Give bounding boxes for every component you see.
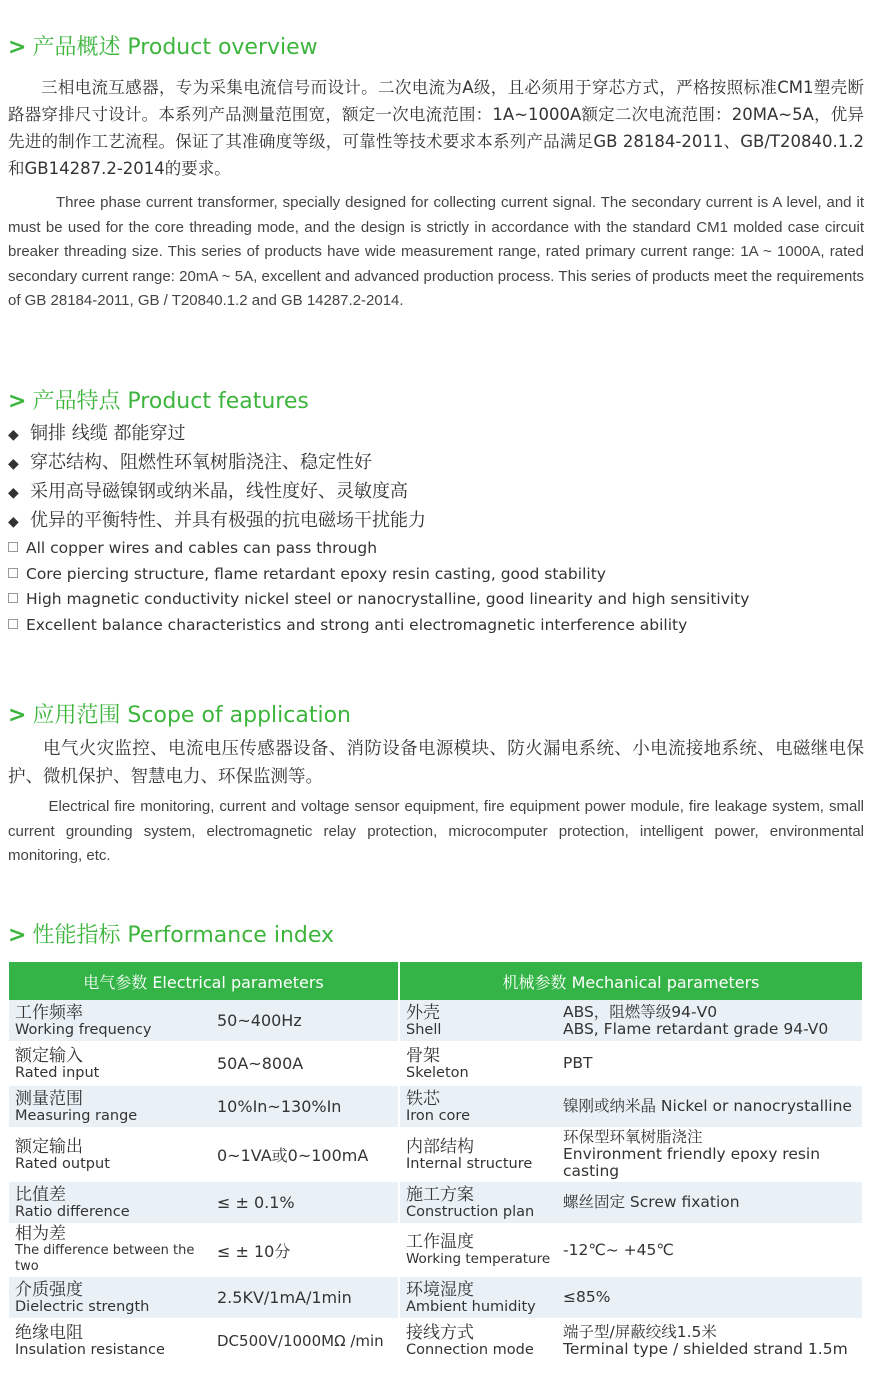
overview-text-cn: 三相电流互感器，专为采集电流信号而设计。二次电流为A级，且必须用于穿芯方式，严格按照标准CM1塑壳断路器穿排尺寸设计。本系列产品测量范围宽，额定一次电流范围：1A~1000A额定二次电流范围：20MA~5A，优异先进的制作工艺流程。保证了其准确度等级，可靠性等技术要求本系列产品满足GB 28184-2011、GB/T20840.1.2和GB14287.2-2014的要求。 xyxy=(8,78,864,178)
param-label: 骨架 Skeleton xyxy=(399,1042,557,1085)
param-value: 镍刚或纳米晶 Nickel or nanocrystalline xyxy=(557,1085,862,1128)
param-value: ≤ ± 10分 xyxy=(211,1224,399,1276)
square-bullet-icon xyxy=(8,619,18,629)
table-header-row xyxy=(9,962,862,1000)
param-value: PBT xyxy=(557,1042,862,1085)
diamond-bullet-icon: ◆ xyxy=(8,514,19,530)
list-item: Core piercing structure, flame retardant epoxy resin casting, good stability xyxy=(8,562,749,588)
table-row xyxy=(9,1276,862,1319)
list-item: ◆ 铜排 线缆 都能穿过 xyxy=(8,420,426,449)
application-text-cn: 电气火灾监控、电流电压传感器设备、消防设备电源模块、防火漏电系统、小电流接地系统、电磁继电保护、微机保护、智慧电力、环保监测等。 xyxy=(8,739,864,787)
list-item: ◆ 穿芯结构、阻燃性环氧树脂浇注、稳定性好 xyxy=(8,449,426,478)
param-value: 50~400Hz xyxy=(211,1000,399,1042)
param-label: 铁芯 Iron core xyxy=(399,1085,557,1128)
list-item: ◆ 采用高导磁镍钢或纳米晶，线性度好、灵敏度高 xyxy=(8,478,426,507)
param-value: 环保型环氧树脂浇注 Environment friendly epoxy resin casting xyxy=(557,1128,862,1181)
performance-heading xyxy=(8,918,334,949)
param-value: ABS，阻燃等级94-V0 ABS, Flame retardant grade 94-V0 xyxy=(557,1000,862,1042)
chevron-right-icon: > xyxy=(8,703,27,728)
mechanical-params-header: 机械参数 Mechanical parameters xyxy=(399,962,862,1000)
param-label: 工作温度 Working temperature xyxy=(399,1224,557,1276)
list-item: High magnetic conductivity nickel steel or nanocrystalline, good linearity and high sensitivity xyxy=(8,587,749,613)
param-label: 额定输出 Rated output xyxy=(9,1128,211,1181)
param-label: 比值差 Ratio difference xyxy=(9,1181,211,1224)
performance-title: 性能指标 Performance index xyxy=(32,923,335,948)
param-value: 50A~800A xyxy=(211,1042,399,1085)
param-label: 外壳 Shell xyxy=(399,1000,557,1042)
overview-text-en: Three phase current transformer, specially designed for collecting current signal. The secondary current is A level, and it must be used for the core threading mode, and the design is strictly in accordance with the standard CM1 molded case circuit breaker threading size. This series of products have wide measurement range, rated primary current range: 1A ~ 1000A, rated secondary current range: 20mA ~ 5A, excellent and advanced production process. This series of products meet the requirements of GB 28184-2011, GB / T20840.1.2 and GB 14287.2-2014. xyxy=(8,194,864,309)
application-heading xyxy=(8,698,351,729)
param-label: 施工方案 Construction plan xyxy=(399,1181,557,1224)
features-heading xyxy=(8,384,309,415)
param-value: ≤85% xyxy=(557,1276,862,1319)
list-item: All copper wires and cables can pass through xyxy=(8,536,749,562)
list-item: Excellent balance characteristics and strong anti electromagnetic interference ability xyxy=(8,613,749,639)
diamond-bullet-icon: ◆ xyxy=(8,456,19,472)
square-bullet-icon xyxy=(8,593,18,603)
chevron-right-icon: > xyxy=(8,389,27,414)
overview-title: 产品概述 Product overview xyxy=(32,35,318,60)
application-text-en: Electrical fire monitoring, current and voltage sensor equipment, fire equipment power module, fire leakage system, small current grounding system, electromagnetic relay protection, microcomputer protection, intelligent power, environmental monitoring, etc. xyxy=(8,798,864,864)
features-list-en xyxy=(8,536,749,638)
table-row xyxy=(9,1128,862,1181)
diamond-bullet-icon: ◆ xyxy=(8,427,19,443)
param-label: 介质强度 Dielectric strength xyxy=(9,1276,211,1319)
features-list-cn xyxy=(8,420,426,536)
param-label: 环境湿度 Ambient humidity xyxy=(399,1276,557,1319)
chevron-right-icon: > xyxy=(8,923,27,948)
square-bullet-icon xyxy=(8,568,18,578)
param-value: ≤ ± 0.1% xyxy=(211,1181,399,1224)
features-title: 产品特点 Product features xyxy=(32,389,309,414)
param-value: -12℃~ +45℃ xyxy=(557,1224,862,1276)
param-label: 额定输入 Rated input xyxy=(9,1042,211,1085)
table-row xyxy=(9,1000,862,1042)
param-label: 工作频率 Working frequency xyxy=(9,1000,211,1042)
param-label: 相为差 The difference between the two xyxy=(9,1224,211,1276)
table-row xyxy=(9,1042,862,1085)
square-bullet-icon xyxy=(8,542,18,552)
table-row xyxy=(9,1319,862,1362)
param-value: 0~1VA或0~100mA xyxy=(211,1128,399,1181)
param-label: 接线方式 Connection mode xyxy=(399,1319,557,1362)
param-value: 10%In~130%In xyxy=(211,1085,399,1128)
electrical-params-header: 电气参数 Electrical parameters xyxy=(9,962,399,1000)
param-value: 螺丝固定 Screw fixation xyxy=(557,1181,862,1224)
param-value: DC500V/1000MΩ /min xyxy=(211,1319,399,1362)
chevron-right-icon: > xyxy=(8,35,27,60)
table-row xyxy=(9,1224,862,1276)
param-value: 端子型/屏蔽绞线1.5米 Terminal type / shielded strand 1.5m xyxy=(557,1319,862,1362)
table-row xyxy=(9,1181,862,1224)
performance-table xyxy=(9,962,862,1363)
param-value: 2.5KV/1mA/1min xyxy=(211,1276,399,1319)
param-label: 绝缘电阻 Insulation resistance xyxy=(9,1319,211,1362)
list-item: ◆ 优异的平衡特性、并具有极强的抗电磁场干扰能力 xyxy=(8,507,426,536)
param-label: 测量范围 Measuring range xyxy=(9,1085,211,1128)
table-row xyxy=(9,1085,862,1128)
application-title: 应用范围 Scope of application xyxy=(32,703,351,728)
diamond-bullet-icon: ◆ xyxy=(8,485,19,501)
overview-heading xyxy=(8,30,318,61)
param-label: 内部结构 Internal structure xyxy=(399,1128,557,1181)
